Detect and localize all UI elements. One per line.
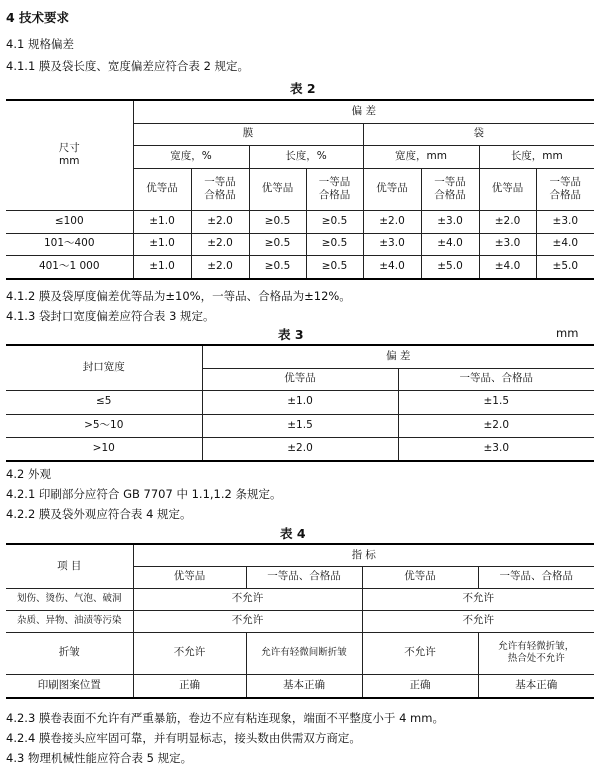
value-cell: ≥0.5	[249, 210, 306, 233]
grade-first-qualified: 一等品 合格品	[191, 168, 249, 210]
value-cell: 允许有轻微间断折皱	[246, 632, 362, 674]
size-cell: ≤100	[6, 210, 133, 233]
film-width-header: 宽度，%	[133, 145, 249, 168]
value-cell: ±1.5	[202, 414, 398, 437]
value-cell: ±2.0	[191, 255, 249, 279]
value-cell: ±4.0	[479, 255, 536, 279]
table-row	[6, 588, 594, 610]
row-label: 划伤、烫伤、气泡、破洞	[6, 588, 133, 610]
table-2	[6, 99, 594, 280]
index-header: 指 标	[133, 544, 594, 566]
value-cell: ±1.5	[398, 390, 594, 414]
size-cell: 401～1 000	[6, 255, 133, 279]
table-row	[6, 610, 594, 632]
superior-header: 优等品	[362, 566, 478, 588]
clause-4-1: 4.1 规格偏差	[6, 37, 74, 51]
value-cell: 不允许	[133, 588, 362, 610]
value-cell: 不允许	[133, 610, 362, 632]
value-cell: ≥0.5	[249, 233, 306, 255]
value-cell: 基本正确	[246, 674, 362, 698]
clause-4-2: 4.2 外观	[6, 467, 51, 481]
first-qualified-header: 一等品、合格品	[398, 368, 594, 390]
grade-superior: 优等品	[363, 168, 421, 210]
value-cell: ≥0.5	[306, 233, 363, 255]
value-cell: ±1.0	[133, 255, 191, 279]
table-row	[6, 255, 594, 279]
table2-caption: 表 2	[290, 81, 316, 96]
value-cell: ±2.0	[191, 210, 249, 233]
table4-caption: 表 4	[280, 526, 306, 541]
table-row	[6, 674, 594, 698]
value-cell: ±5.0	[536, 255, 594, 279]
film-header: 膜	[133, 123, 363, 145]
grade-first-qualified: 一等品 合格品	[536, 168, 594, 210]
table3-unit: mm	[556, 326, 579, 340]
value-cell: ±1.0	[133, 210, 191, 233]
size-cell: >10	[6, 437, 202, 461]
table-row	[6, 632, 594, 674]
value-cell: ±3.0	[479, 233, 536, 255]
value-cell: 正确	[362, 674, 478, 698]
value-cell: ±2.0	[398, 414, 594, 437]
row-label: 印刷图案位置	[6, 674, 133, 698]
value-cell: ±3.0	[536, 210, 594, 233]
clause-4-2-4: 4.2.4 膜卷接头应牢固可靠，并有明显标志，接头数由供需双方商定。	[6, 731, 361, 745]
size-cell: ≤5	[6, 390, 202, 414]
superior-header: 优等品	[202, 368, 398, 390]
seal-width-header: 封口宽度	[6, 345, 202, 390]
value-cell: 不允许	[362, 610, 594, 632]
value-cell: ±3.0	[421, 210, 479, 233]
value-cell: ±3.0	[363, 233, 421, 255]
value-cell: 允许有轻微折皱， 热合处不允许	[478, 632, 594, 674]
grade-superior: 优等品	[479, 168, 536, 210]
clause-4-2-3: 4.2.3 膜卷表面不允许有严重暴筋，卷边不应有粘连现象，端面不平整度小于 4 mm。	[6, 711, 444, 725]
value-cell: ±1.0	[133, 233, 191, 255]
section-heading: 4 技术要求	[6, 10, 70, 25]
value-cell: 正确	[133, 674, 246, 698]
value-cell: 不允许	[362, 588, 594, 610]
grade-first-qualified: 一等品 合格品	[421, 168, 479, 210]
value-cell: ±4.0	[536, 233, 594, 255]
value-cell: ≥0.5	[306, 210, 363, 233]
size-header: 尺寸 mm	[6, 100, 133, 210]
film-length-header: 长度，%	[249, 145, 363, 168]
grade-superior: 优等品	[133, 168, 191, 210]
bag-header: 袋	[363, 123, 594, 145]
item-header: 项 目	[6, 544, 133, 588]
bag-width-header: 宽度，mm	[363, 145, 479, 168]
value-cell: ±1.0	[202, 390, 398, 414]
size-cell: >5～10	[6, 414, 202, 437]
value-cell: ≥0.5	[306, 255, 363, 279]
clause-4-3: 4.3 物理机械性能应符合表 5 规定。	[6, 751, 193, 765]
size-cell: 101～400	[6, 233, 133, 255]
clause-4-2-2: 4.2.2 膜及袋外观应符合表 4 规定。	[6, 507, 192, 521]
clause-4-1-2: 4.1.2 膜及袋厚度偏差优等品为±10%，一等品、合格品为±12%。	[6, 289, 351, 303]
table-row	[6, 233, 594, 255]
deviation-header: 偏 差	[133, 100, 594, 123]
clause-4-1-3: 4.1.3 袋封口宽度偏差应符合表 3 规定。	[6, 309, 215, 323]
first-qualified-header: 一等品、合格品	[478, 566, 594, 588]
value-cell: ±2.0	[191, 233, 249, 255]
value-cell: 基本正确	[478, 674, 594, 698]
row-label: 杂质、异物、油渍等污染	[6, 610, 133, 632]
table-4	[6, 543, 594, 699]
clause-4-1-1: 4.1.1 膜及袋长度、宽度偏差应符合表 2 规定。	[6, 59, 250, 73]
superior-header: 优等品	[133, 566, 246, 588]
value-cell: 不允许	[133, 632, 246, 674]
first-qualified-header: 一等品、合格品	[246, 566, 362, 588]
bag-length-header: 长度，mm	[479, 145, 594, 168]
table-row	[6, 437, 594, 461]
table-row	[6, 210, 594, 233]
value-cell: ±2.0	[202, 437, 398, 461]
table-row	[6, 390, 594, 414]
table-row	[6, 414, 594, 437]
clause-4-2-1: 4.2.1 印刷部分应符合 GB 7707 中 1.1,1.2 条规定。	[6, 487, 282, 501]
value-cell: ±4.0	[363, 255, 421, 279]
value-cell: ±5.0	[421, 255, 479, 279]
value-cell: ±2.0	[479, 210, 536, 233]
grade-first-qualified: 一等品 合格品	[306, 168, 363, 210]
value-cell: ±2.0	[363, 210, 421, 233]
value-cell: ±3.0	[398, 437, 594, 461]
deviation-header: 偏 差	[202, 345, 594, 368]
value-cell: 不允许	[362, 632, 478, 674]
grade-superior: 优等品	[249, 168, 306, 210]
table-3	[6, 344, 594, 462]
row-label: 折皱	[6, 632, 133, 674]
table3-caption: 表 3	[278, 327, 304, 342]
value-cell: ±4.0	[421, 233, 479, 255]
value-cell: ≥0.5	[249, 255, 306, 279]
